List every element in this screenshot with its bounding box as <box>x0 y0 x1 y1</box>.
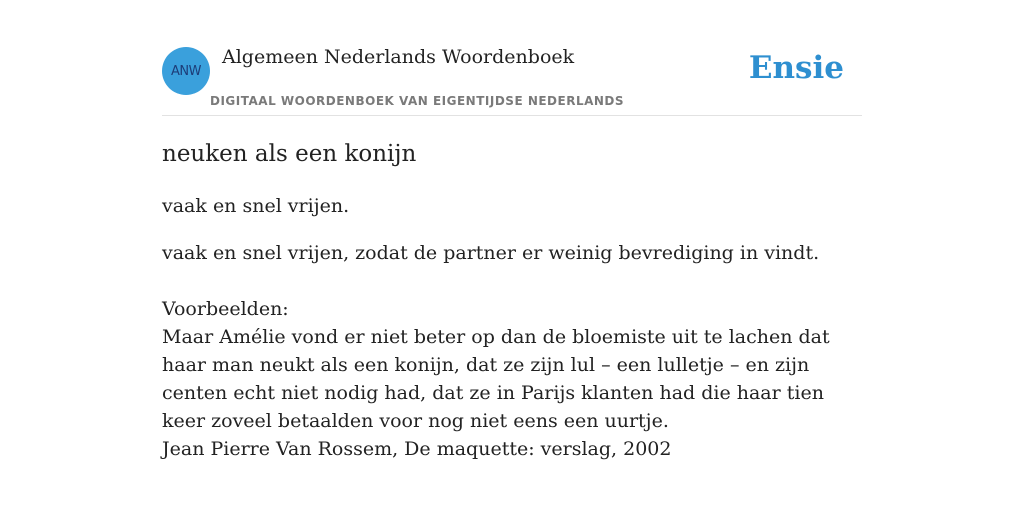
dictionary-subtitle: DIGITAAL WOORDENBOEK VAN EIGENTIJDSE NEDERLANDS <box>210 94 625 108</box>
example-source: Jean Pierre Van Rossem, De maquette: verslag, 2002 <box>162 438 672 460</box>
anw-logo[interactable] <box>162 47 210 95</box>
site-header <box>162 0 862 116</box>
entry-card <box>162 0 862 460</box>
anw-logo-text: ANW <box>171 63 201 79</box>
definition-short: vaak en snel vrijen. <box>162 195 350 217</box>
definition-long: vaak en snel vrijen, zodat de partner er weinig bevrediging in vindt. <box>162 242 820 264</box>
entry-headword: neuken als een konijn <box>162 141 417 167</box>
dictionary-title[interactable]: Algemeen Nederlands Woordenboek <box>222 46 575 68</box>
examples-label: Voorbeelden: <box>162 298 289 320</box>
examples-section <box>162 295 862 463</box>
example-quote: Maar Amélie vond er niet beter op dan de bloemiste uit te lachen dat haar man neukt als een konijn, dat ze zijn lul – een lulletje – en zijn centen echt niet nodig had, dat ze in Parijs klanten had die haar tien keer zoveel betaalden voor nog niet eens een uurtje. <box>162 326 830 432</box>
ensie-brand-logo[interactable]: Ensie <box>748 50 844 86</box>
